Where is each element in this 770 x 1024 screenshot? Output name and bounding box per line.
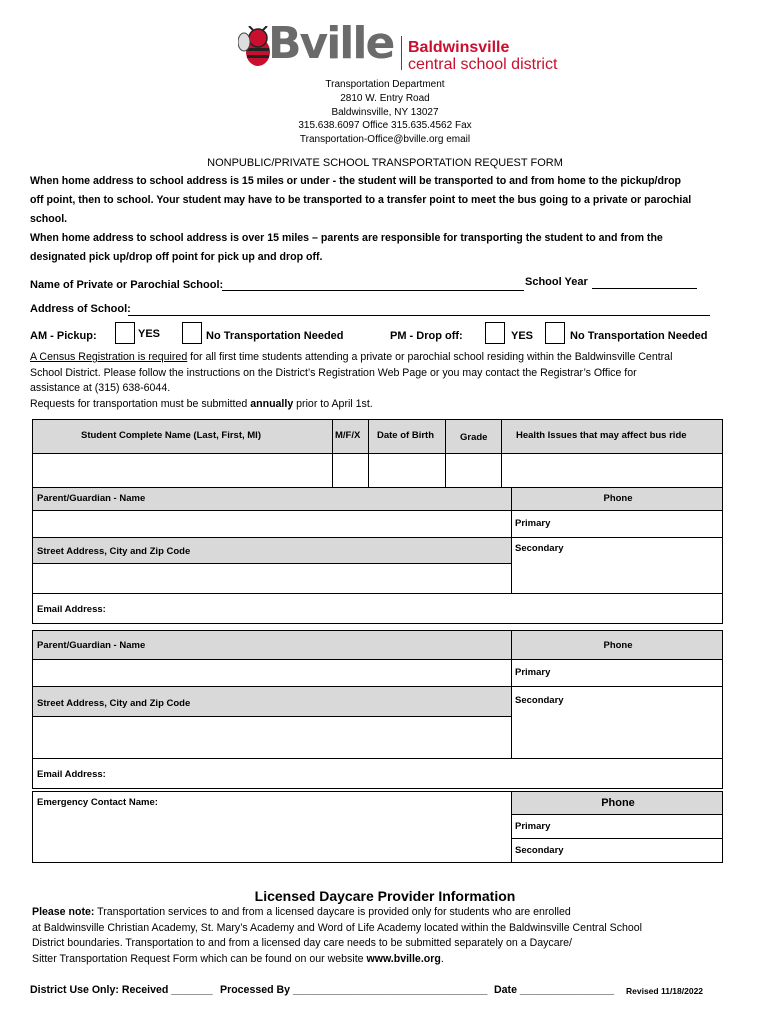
header-student-name: [32, 419, 333, 454]
logo-district-subtitle: central school district: [408, 56, 558, 73]
am-pickup-label: AM - Pickup:: [30, 330, 97, 342]
daycare-line: .: [440, 952, 444, 965]
emergency-label: Emergency Contact Name:: [37, 797, 158, 808]
guardian1-phone-header: [511, 487, 723, 511]
guardian2-primary-phone[interactable]: [511, 659, 723, 687]
intro-line: school.: [30, 213, 68, 225]
secondary-label: Secondary: [515, 845, 564, 856]
census-line: for all first time students attending a private or parochial school residing within the Baldwinsville Central: [187, 351, 673, 363]
guardian2-name-header: [32, 630, 512, 660]
school-year-label: School Year: [525, 276, 588, 288]
guardian1-primary-phone[interactable]: [511, 510, 723, 538]
am-yes-label: YES: [138, 328, 161, 340]
annually-emphasis: annually: [250, 397, 294, 410]
form-title: NONPUBLIC/PRIVATE SCHOOL TRANSPORTATION REQUEST FORM: [207, 157, 563, 169]
header-label: Student Complete Name (Last, First, MI): [81, 430, 261, 441]
guardian-name-label: Parent/Guardian - Name: [37, 640, 146, 651]
pm-no-transport-label: No Transportation Needed: [570, 330, 708, 342]
census-line: assistance at (315) 638-6044.: [30, 382, 171, 394]
district-received: District Use Only: Received _______: [30, 984, 213, 996]
note-label: Please note:: [32, 906, 95, 918]
grade-input[interactable]: [445, 453, 502, 488]
district-logo: [238, 18, 558, 76]
dob-input[interactable]: [368, 453, 446, 488]
guardian1-secondary-phone[interactable]: [511, 537, 723, 594]
header-health: [501, 419, 723, 454]
am-no-transport-label: No Transportation Needed: [206, 330, 344, 342]
intro-line: When home address to school address is over 15 miles – parents are responsible for transporting the student to and from the: [30, 232, 663, 244]
school-name-label: Name of Private or Parochial School:: [30, 279, 224, 291]
daycare-text: [32, 905, 720, 967]
census-line: Requests for transportation must be submitted: [30, 397, 251, 410]
phone-label: Phone: [603, 640, 633, 651]
guardian2-name-input[interactable]: [32, 659, 512, 687]
emergency-primary-phone[interactable]: [511, 814, 723, 839]
phone-label: Phone: [603, 493, 633, 504]
guardian1-street-input[interactable]: [32, 563, 512, 594]
am-no-transport-checkbox[interactable]: [182, 322, 202, 344]
school-address-field[interactable]: [128, 315, 710, 316]
school-address-label: Address of School:: [30, 303, 131, 315]
header-label: Grade: [460, 432, 488, 443]
guardian2-street-header: [32, 686, 512, 717]
header-grade: [445, 419, 502, 454]
student-name-input[interactable]: [32, 453, 333, 488]
census-text: [30, 350, 750, 412]
secondary-label: Secondary: [515, 695, 564, 706]
website-link[interactable]: www.bville.org: [366, 952, 441, 965]
emergency-contact-input[interactable]: [32, 791, 512, 863]
guardian2-street-input[interactable]: [32, 716, 512, 759]
primary-label: Primary: [515, 667, 551, 678]
secondary-label: Secondary: [515, 543, 564, 554]
daycare-title: Licensed Daycare Provider Information: [254, 888, 516, 904]
revised-date: Revised 11/18/2022: [626, 986, 704, 996]
census-registration-link[interactable]: A Census Registration is required: [30, 351, 188, 363]
email-label: Email Address:: [37, 604, 106, 615]
logo-wordmark: Bville: [268, 18, 394, 69]
gender-input[interactable]: [332, 453, 369, 488]
logo-district-name: Baldwinsville: [408, 39, 510, 56]
daycare-line: at Baldwinsville Christian Academy, St. Mary’s Academy and Word of Life Academy located within the Baldwinsville Central School: [32, 921, 643, 934]
department-name: Transportation Department: [325, 79, 445, 90]
street-label: Street Address, City and Zip Code: [37, 698, 191, 709]
phone-label: Phone: [601, 797, 635, 809]
intro-line: When home address to school address is 15 miles or under - the student will be transported to and from home to the pickup/drop: [30, 175, 682, 187]
department-city: Baldwinsville, NY 13027: [331, 106, 439, 118]
daycare-line: Transportation services to and from a licensed daycare is provided only for students who are enrolled: [94, 906, 571, 918]
header-gender: [332, 419, 369, 454]
intro-text: [30, 172, 750, 267]
header-dob: [368, 419, 446, 454]
guardian1-name-input[interactable]: [32, 510, 512, 538]
guardian-name-label: Parent/Guardian - Name: [37, 493, 146, 504]
health-input[interactable]: [501, 453, 723, 488]
header-label: Date of Birth: [377, 430, 434, 441]
daycare-line: District boundaries. Transportation to and from a licensed day care needs to be submitted separately on a Daycare/: [32, 937, 572, 949]
email-label: Email Address:: [37, 769, 106, 780]
date-field: Date ________________: [494, 984, 615, 996]
guardian1-email[interactable]: [32, 593, 723, 624]
am-yes-checkbox[interactable]: [115, 322, 135, 344]
census-line: prior to April 1st.: [293, 397, 373, 410]
pm-no-transport-checkbox[interactable]: [545, 322, 565, 344]
guardian2-email[interactable]: [32, 758, 723, 789]
guardian2-phone-header: [511, 630, 723, 660]
guardian1-name-header: [32, 487, 512, 511]
department-email: Transportation-Office@bville.org email: [299, 134, 471, 146]
intro-line: off point, then to school. Your student may have to be transported to a transfer point to meet the bus going to a private or parochial: [30, 194, 692, 206]
school-name-field[interactable]: [222, 290, 524, 291]
census-line: School District. Please follow the instructions on the District’s Registration Web Page or you may contact the Registrar’s Office for: [30, 366, 637, 379]
guardian2-secondary-phone[interactable]: [511, 686, 723, 759]
school-year-field[interactable]: [592, 288, 697, 289]
guardian1-street-header: [32, 537, 512, 564]
primary-label: Primary: [515, 821, 551, 832]
daycare-line: Sitter Transportation Request Form which can be found on our website: [32, 952, 367, 965]
emergency-phone-header: [511, 791, 723, 815]
emergency-secondary-phone[interactable]: [511, 838, 723, 863]
logo-divider: [401, 36, 402, 70]
department-street: 2810 W. Entry Road: [340, 92, 430, 104]
department-phone: 315.638.6097 Office 315.635.4562 Fax: [298, 120, 472, 132]
header-label: M/F/X: [335, 430, 361, 441]
department-info: [0, 78, 770, 147]
intro-line: designated pick up/drop off point for pick up and drop off.: [30, 251, 323, 263]
processed-by: Processed By _________________________________: [220, 984, 488, 996]
header-label: Health Issues that may affect bus ride: [516, 430, 687, 441]
pm-dropoff-label: PM - Drop off:: [390, 330, 463, 342]
pm-yes-checkbox[interactable]: [485, 322, 505, 344]
primary-label: Primary: [515, 518, 551, 529]
street-label: Street Address, City and Zip Code: [37, 546, 191, 557]
pm-yes-label: YES: [511, 330, 534, 342]
